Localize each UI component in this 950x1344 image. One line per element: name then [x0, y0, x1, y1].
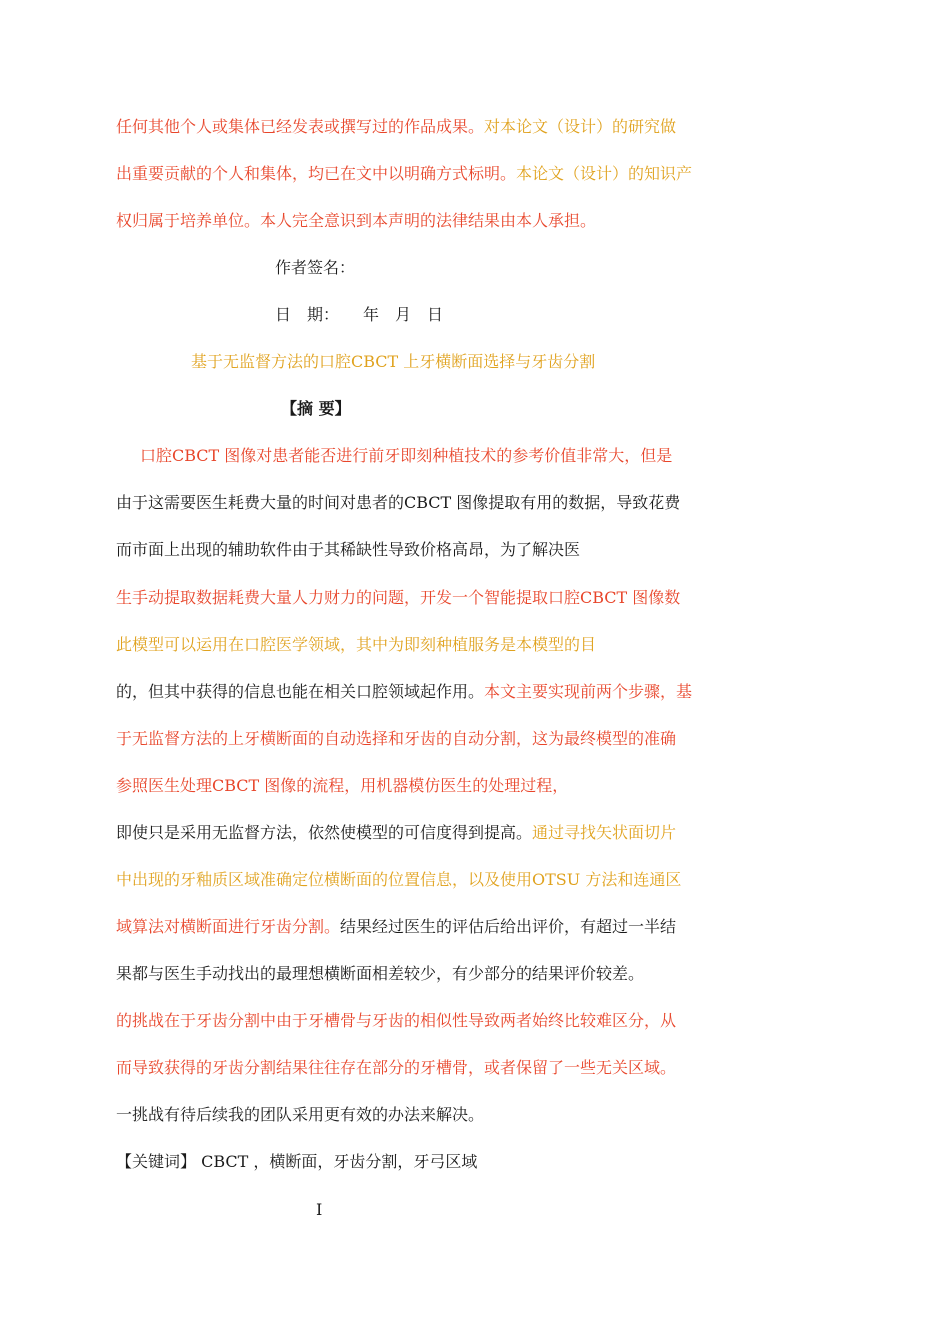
declaration-text: 任何其他个人或集体已经发表或撰写过的作品成果。 — [116, 117, 485, 136]
declaration-text: 对本论文（设计）的研究做 — [484, 117, 677, 136]
abstract-line: 而导致获得的牙齿分割结果往往存在部分的牙槽骨，或者保留了一些无关区域。 — [116, 1058, 677, 1077]
declaration-line-2 — [116, 164, 692, 184]
abstract-text: 本文主要实现前两个步骤，基 — [484, 682, 693, 701]
abstract-text: 即使只是采用无监督方法，依然使模型的可信度得到提高。 — [116, 823, 533, 842]
abstract-text: 结果经过医生的评估后给出评价，有超过一半结 — [340, 917, 677, 936]
abstract-line: 此模型可以运用在口腔医学领域，其中为即刻种植服务是本模型的目 — [116, 635, 597, 654]
abstract-line: 果都与医生手动找出的最理想横断面相差较少，有少部分的结果评价较差。 — [116, 964, 645, 983]
abstract-line: 于无监督方法的上牙横断面的自动选择和牙齿的自动分割，这为最终模型的准确 — [116, 729, 677, 748]
abstract-line — [116, 917, 676, 937]
abstract-line: 一挑战有待后续我的团队采用更有效的办法来解决。 — [116, 1105, 485, 1124]
abstract-line: 的挑战在于牙齿分割中由于牙槽骨与牙齿的相似性导致两者始终比较难区分，从 — [116, 1011, 677, 1030]
declaration-text: 出重要贡献的个人和集体，均已在文中以明确方式标明。 — [116, 164, 517, 183]
abstract-heading: 【摘 要】 — [281, 399, 351, 418]
keywords-text: CBCT ，横断面，牙齿分割，牙弓区域 — [196, 1152, 478, 1171]
keywords-label: 【关键词】 — [116, 1152, 197, 1171]
abstract-text: 域算法对横断面进行牙齿分割。 — [116, 917, 341, 936]
declaration-text: 本论文（设计）的知识产 — [516, 164, 693, 183]
page-number: I — [316, 1200, 323, 1219]
declaration-line-3: 权归属于培养单位。本人完全意识到本声明的法律结果由本人承担。 — [116, 211, 597, 230]
abstract-line: 而市面上出现的辅助软件由于其稀缺性导致价格高昂，为了解决医 — [116, 540, 581, 559]
abstract-line: 由于这需要医生耗费大量的时间对患者的CBCT 图像提取有用的数据，导致花费 — [116, 493, 681, 512]
date-label: 日 期： 年 月 日 — [275, 305, 444, 324]
abstract-line: 口腔CBCT 图像对患者能否进行前牙即刻种植技术的参考价值非常大，但是 — [140, 446, 673, 465]
signature-label: 作者签名： — [275, 258, 356, 277]
abstract-text: 通过寻找矢状面切片 — [532, 823, 677, 842]
abstract-line: 生手动提取数据耗费大量人力财力的问题，开发一个智能提取口腔CBCT 图像数 — [116, 588, 681, 607]
abstract-line: 中出现的牙釉质区域准确定位横断面的位置信息，以及使用OTSU 方法和连通区 — [116, 870, 682, 889]
paper-title: 基于无监督方法的口腔CBCT 上牙横断面选择与牙齿分割 — [191, 352, 596, 371]
declaration-line-1 — [116, 117, 676, 137]
abstract-line — [116, 823, 676, 843]
keywords-line — [116, 1152, 477, 1172]
abstract-line: 参照医生处理CBCT 图像的流程，用机器模仿医生的处理过程， — [116, 776, 569, 795]
abstract-text: 的，但其中获得的信息也能在相关口腔领域起作用。 — [116, 682, 485, 701]
abstract-line — [116, 682, 692, 702]
